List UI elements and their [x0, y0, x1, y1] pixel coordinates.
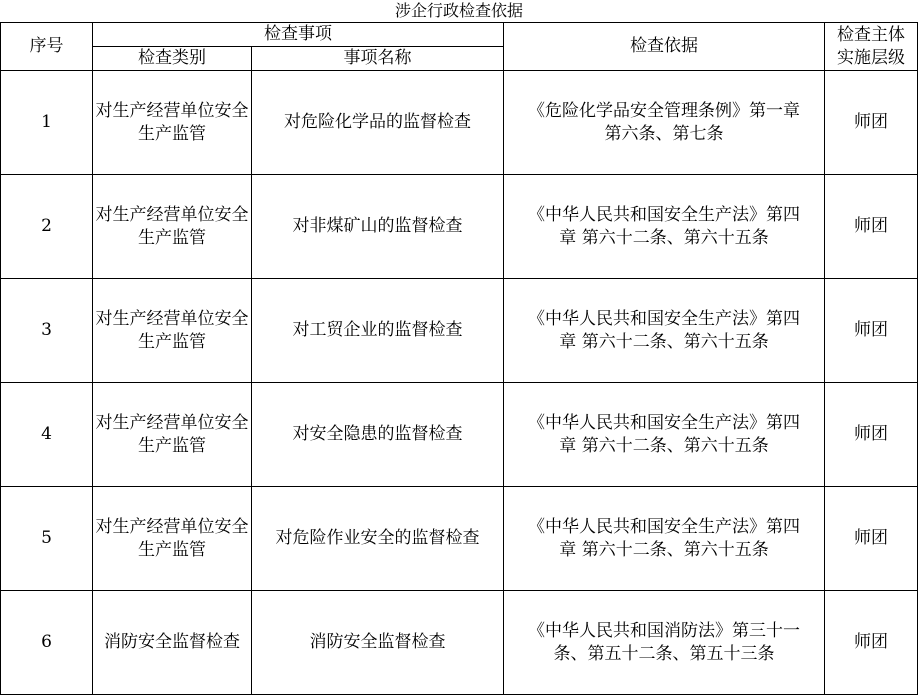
cell-category: 对生产经营单位安全生产监管 — [93, 71, 252, 175]
table-row — [1, 383, 918, 487]
cell-basis — [504, 591, 825, 695]
cell-matter-name: 消防安全监督检查 — [252, 591, 504, 695]
cell-basis-line2: 条、第五十二条、第五十三条 — [553, 643, 775, 664]
cell-level: 师团 — [825, 487, 918, 591]
cell-basis-line2: 第六条、第七条 — [604, 123, 724, 144]
header-basis: 检查依据 — [504, 23, 825, 71]
cell-matter-name: 对非煤矿山的监督检查 — [252, 175, 504, 279]
cell-category: 消防安全监督检查 — [93, 591, 252, 695]
table-row — [1, 175, 918, 279]
header-matter-name: 事项名称 — [252, 47, 504, 71]
cell-matter-name: 对工贸企业的监督检查 — [252, 279, 504, 383]
table-row — [1, 71, 918, 175]
cell-category: 对生产经营单位安全生产监管 — [93, 487, 252, 591]
cell-basis — [504, 487, 825, 591]
cell-seq: 2 — [1, 175, 93, 279]
header-seq: 序号 — [1, 23, 93, 71]
cell-basis-line1: 《中华人民共和国安全生产法》第四 — [528, 412, 800, 433]
cell-matter-name: 对安全隐患的监督检查 — [252, 383, 504, 487]
cell-level: 师团 — [825, 71, 918, 175]
table-row — [1, 487, 918, 591]
cell-seq: 3 — [1, 279, 93, 383]
cell-basis-line1: 《中华人民共和国安全生产法》第四 — [528, 516, 800, 537]
cell-level: 师团 — [825, 279, 918, 383]
cell-category: 对生产经营单位安全生产监管 — [93, 279, 252, 383]
cell-basis-line1: 《危险化学品安全管理条例》第一章 — [528, 100, 800, 121]
cell-matter-name: 对危险化学品的监督检查 — [252, 71, 504, 175]
cell-seq: 6 — [1, 591, 93, 695]
cell-matter-name: 对危险作业安全的监督检查 — [252, 487, 504, 591]
cell-basis — [504, 279, 825, 383]
header-level — [825, 23, 918, 71]
cell-basis — [504, 175, 825, 279]
cell-basis-line2: 章 第六十二条、第六十五条 — [559, 539, 769, 560]
cell-basis-line2: 章 第六十二条、第六十五条 — [559, 227, 769, 248]
cell-category: 对生产经营单位安全生产监管 — [93, 175, 252, 279]
cell-basis-line1: 《中华人民共和国消防法》第三十一 — [528, 620, 800, 641]
cell-seq: 1 — [1, 71, 93, 175]
header-level-line1: 检查主体 — [837, 24, 905, 45]
cell-basis-line2: 章 第六十二条、第六十五条 — [559, 435, 769, 456]
table-row — [1, 279, 918, 383]
cell-level: 师团 — [825, 591, 918, 695]
cell-basis-line1: 《中华人民共和国安全生产法》第四 — [528, 204, 800, 225]
table-row — [1, 591, 918, 695]
page-title: 涉企行政检查依据 — [394, 1, 523, 20]
cell-level: 师团 — [825, 175, 918, 279]
cell-basis-line2: 章 第六十二条、第六十五条 — [559, 331, 769, 352]
header-level-line2: 实施层级 — [837, 47, 905, 68]
cell-basis-line1: 《中华人民共和国安全生产法》第四 — [528, 308, 800, 329]
header-category: 检查类别 — [93, 47, 252, 71]
cell-level: 师团 — [825, 383, 918, 487]
table-body — [1, 71, 918, 695]
cell-category: 对生产经营单位安全生产监管 — [93, 383, 252, 487]
header-matter-group: 检查事项 — [93, 23, 504, 47]
cell-seq: 4 — [1, 383, 93, 487]
cell-basis — [504, 71, 825, 175]
cell-basis — [504, 383, 825, 487]
cell-seq: 5 — [1, 487, 93, 591]
inspection-table — [0, 22, 918, 695]
header-row-1 — [1, 23, 918, 47]
